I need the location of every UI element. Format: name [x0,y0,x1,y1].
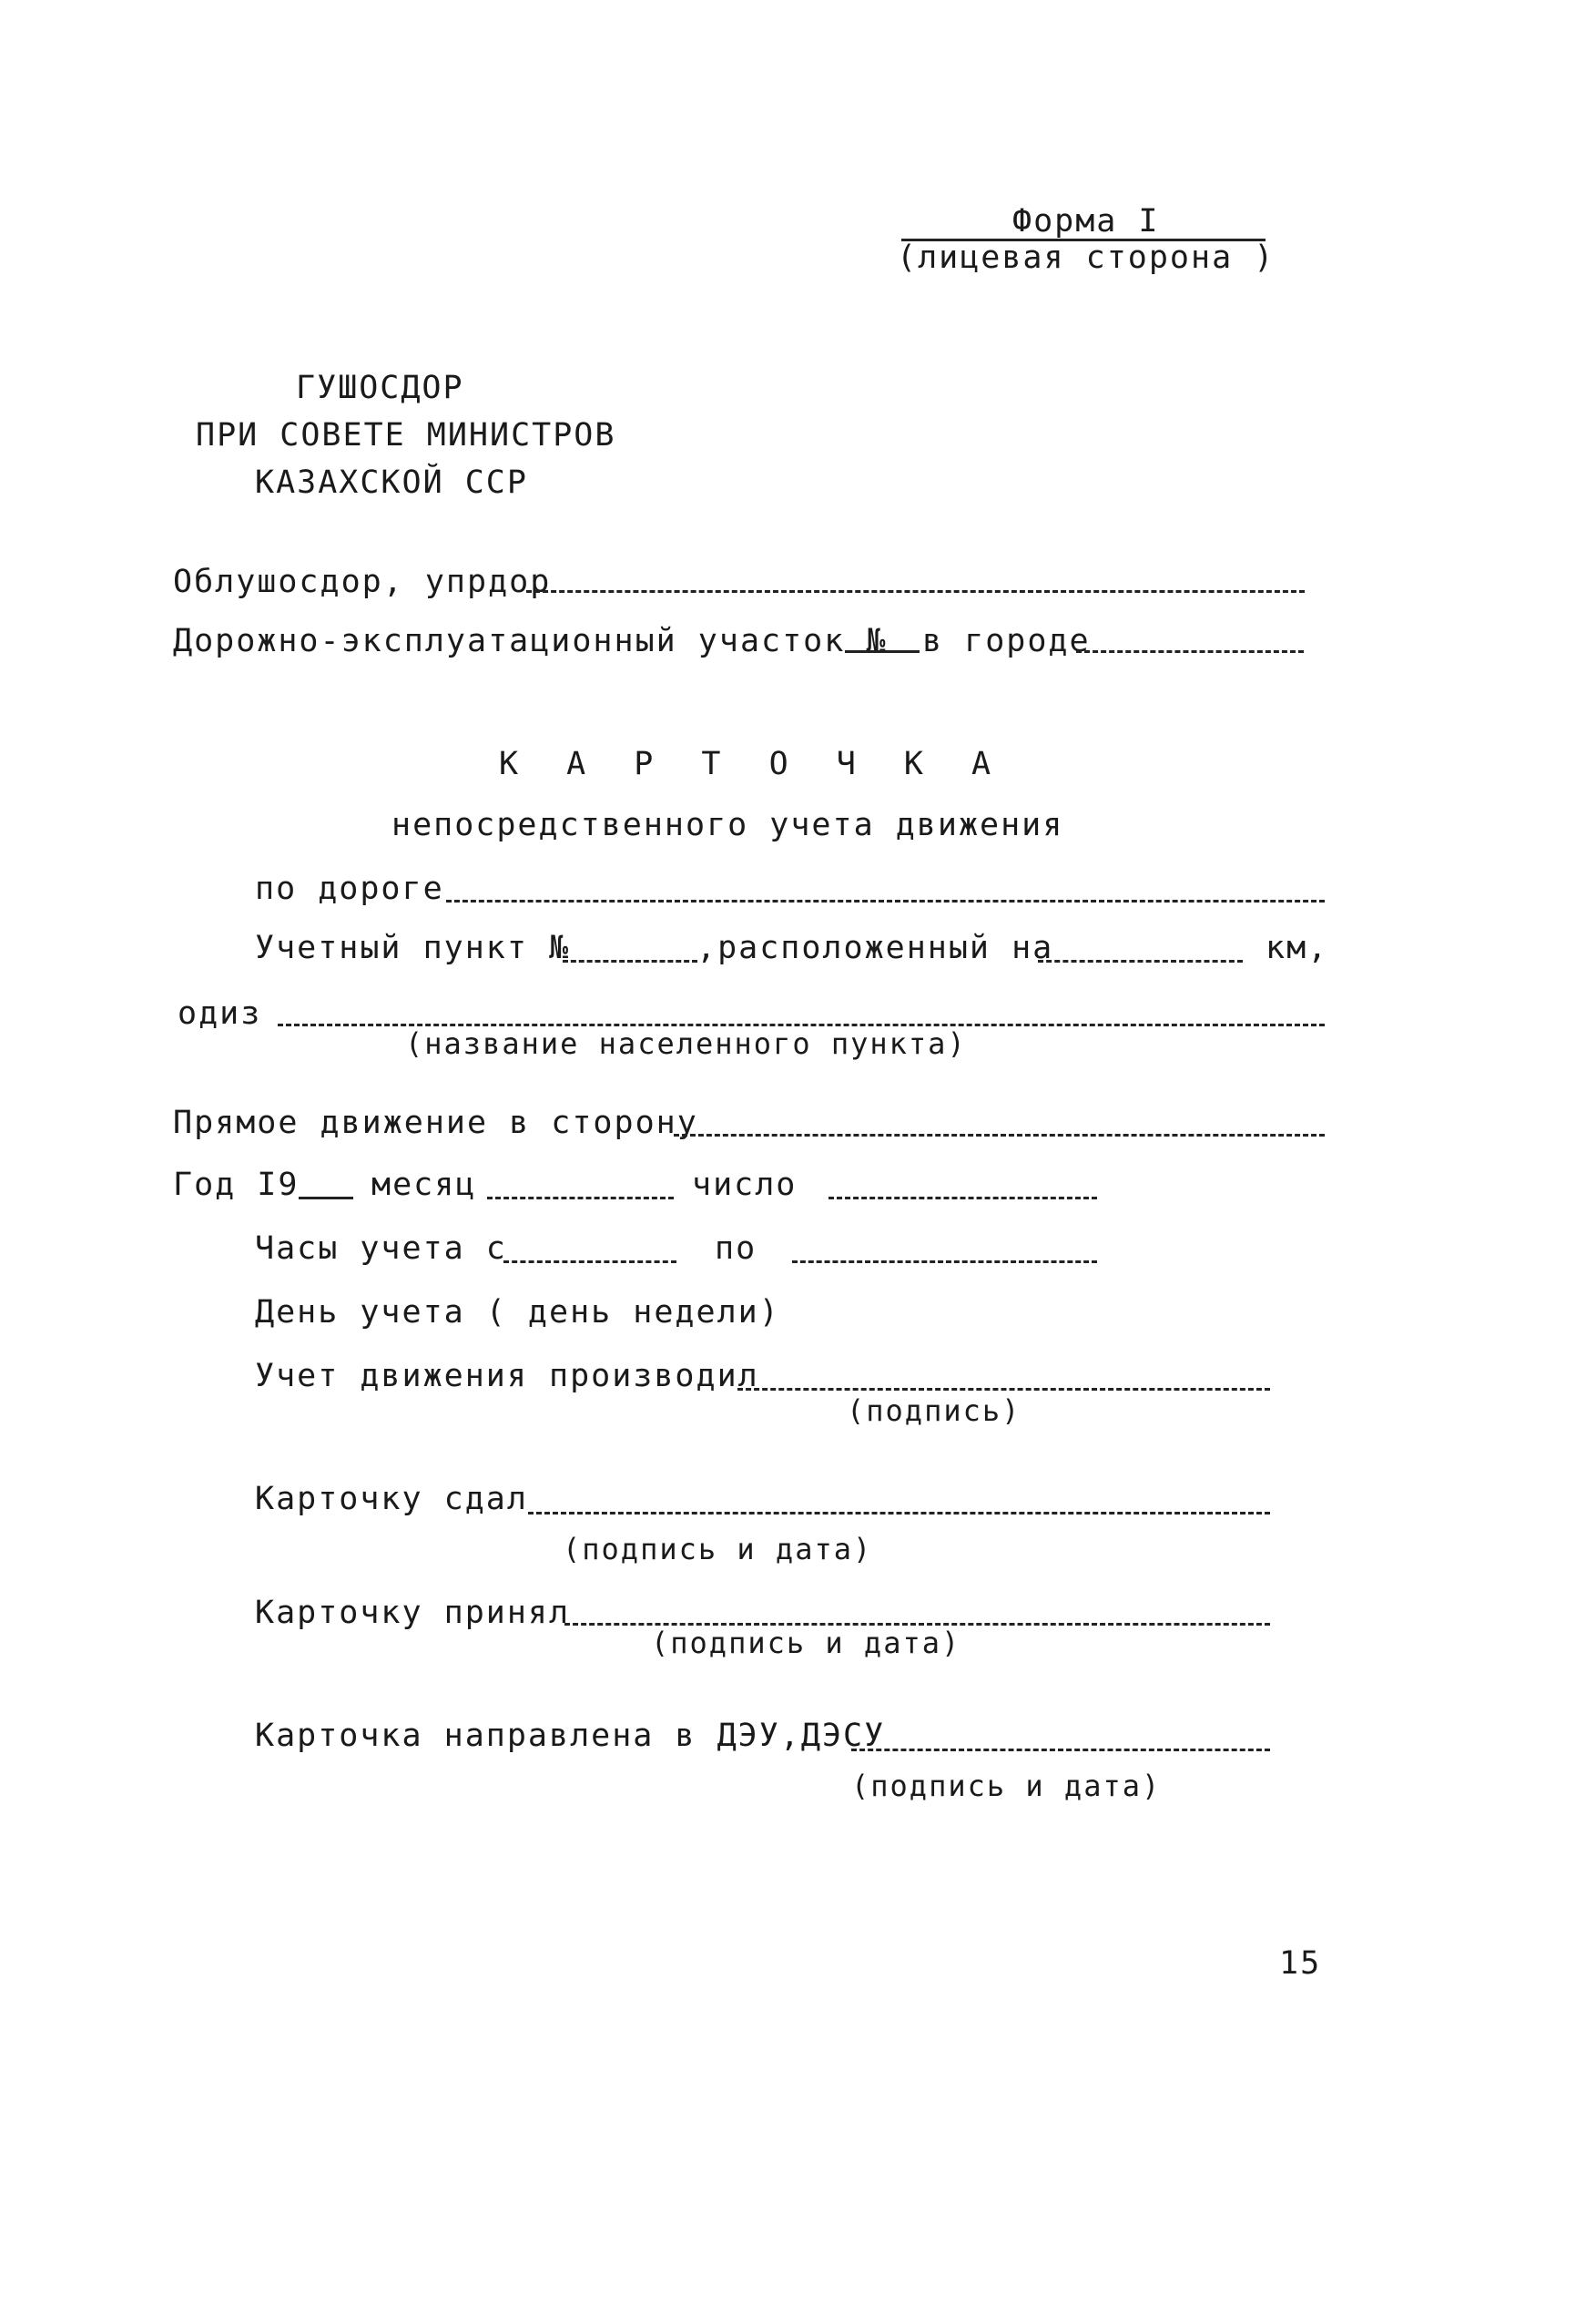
handed-caption: (подпись и дата) [563,1532,873,1566]
direction-field[interactable] [674,1134,1325,1137]
near-label: одиз [178,995,262,1032]
card-title: К А Р Т О Ч К А [499,746,1006,782]
oblast-label: Облушосдор, упрдор [173,564,552,600]
form-label: Форма I [1012,203,1160,240]
point-number-field[interactable] [563,960,697,963]
accepted-caption: (подпись и дата) [651,1626,961,1660]
sent-field[interactable] [851,1749,1270,1751]
road-label: по дороге [255,871,444,907]
org-line-3: КАЗАХСКОЙ ССР [255,464,528,501]
handed-field[interactable] [528,1512,1270,1514]
month-label: месяц [371,1167,477,1203]
signature-caption: (подпись) [847,1393,1022,1428]
form-side-caption: (лицевая сторона ) [897,240,1276,276]
org-line-1: ГУШОСДОР [296,370,464,406]
point-label: Учетный пункт № [255,930,571,966]
month-field[interactable] [487,1197,674,1199]
accepted-label: Карточку принял [255,1595,571,1631]
hours-from-label: Часы учета с [255,1230,507,1267]
recorder-signature-field[interactable] [737,1388,1270,1391]
section-number-field[interactable] [845,650,920,653]
hours-to-field[interactable] [792,1260,1097,1263]
handed-label: Карточку сдал [255,1481,528,1517]
city-label: в городе [922,623,1091,659]
oblast-field[interactable] [526,590,1305,593]
hours-to-label: по [715,1230,757,1267]
org-line-2: ПРИ СОВЕТЕ МИНИСТРОВ [196,417,616,454]
day-field[interactable] [828,1197,1097,1199]
km-field[interactable] [1038,960,1243,963]
year-label: Год I9 [173,1167,300,1203]
weekday-label: День учета ( день недели) [255,1294,780,1331]
located-label: ,расположенный на [696,930,1054,966]
hours-from-field[interactable] [503,1260,676,1263]
section-label: Дорожно-эксплуатационный участок № [173,623,888,659]
page-number: 15 [1279,1945,1322,1982]
sent-caption: (подпись и дата) [851,1769,1162,1803]
direction-label: Прямое движение в сторону [173,1105,698,1141]
km-label: км, [1266,930,1329,966]
recorder-label: Учет движения производил [255,1358,759,1394]
settlement-caption: (название населенного пункта) [405,1026,967,1061]
sent-label: Карточка направлена в ДЭУ,ДЭСУ [255,1718,886,1754]
card-subtitle: непосредственного учета движения [391,807,1064,843]
road-field[interactable] [446,900,1325,903]
day-label: число [692,1167,798,1203]
city-field[interactable] [1076,650,1304,653]
year-field[interactable] [299,1197,353,1199]
